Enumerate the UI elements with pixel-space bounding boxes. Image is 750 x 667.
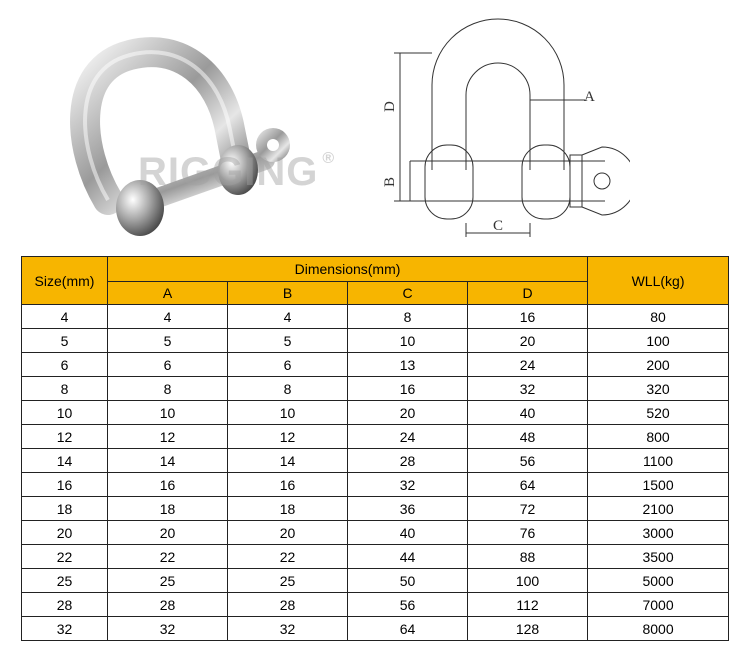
watermark-text: RIGGING — [138, 150, 319, 194]
header-b: B — [228, 282, 348, 305]
dim-a-cell: 8 — [108, 377, 228, 401]
dim-a-cell: 18 — [108, 497, 228, 521]
dim-b-cell: 32 — [228, 617, 348, 641]
size-cell: 6 — [22, 353, 108, 377]
wll-cell: 1100 — [588, 449, 729, 473]
dim-b-cell: 10 — [228, 401, 348, 425]
dim-b-cell: 28 — [228, 593, 348, 617]
size-cell: 12 — [22, 425, 108, 449]
wll-cell: 3000 — [588, 521, 729, 545]
dim-a-cell: 10 — [108, 401, 228, 425]
dim-c-cell: 64 — [348, 617, 468, 641]
wll-cell: 3500 — [588, 545, 729, 569]
size-header: Size(mm) — [22, 257, 108, 305]
dim-d-cell: 16 — [468, 305, 588, 329]
shackle-spec-table — [21, 256, 729, 641]
dim-b-cell: 16 — [228, 473, 348, 497]
dim-c-cell: 32 — [348, 473, 468, 497]
dim-c-cell: 10 — [348, 329, 468, 353]
table-row — [22, 377, 729, 401]
dim-a-cell: 5 — [108, 329, 228, 353]
dim-b-cell: 18 — [228, 497, 348, 521]
dim-c-cell: 8 — [348, 305, 468, 329]
dim-c-cell: 13 — [348, 353, 468, 377]
wll-cell: 520 — [588, 401, 729, 425]
dim-c-cell: 50 — [348, 569, 468, 593]
dim-a-cell: 4 — [108, 305, 228, 329]
dim-b-cell: 25 — [228, 569, 348, 593]
dim-d-cell: 128 — [468, 617, 588, 641]
dimensions-header: Dimensions(mm) — [108, 257, 588, 282]
dim-b-cell: 20 — [228, 521, 348, 545]
label-d: D — [382, 101, 398, 112]
header-a: A — [108, 282, 228, 305]
dim-a-cell: 16 — [108, 473, 228, 497]
dim-a-cell: 22 — [108, 545, 228, 569]
wll-cell: 7000 — [588, 593, 729, 617]
table-row — [22, 425, 729, 449]
table-row — [22, 545, 729, 569]
dim-d-cell: 72 — [468, 497, 588, 521]
dim-b-cell: 14 — [228, 449, 348, 473]
dim-d-cell: 64 — [468, 473, 588, 497]
dim-b-cell: 8 — [228, 377, 348, 401]
wll-cell: 100 — [588, 329, 729, 353]
dim-d-cell: 112 — [468, 593, 588, 617]
wll-header: WLL(kg) — [588, 257, 729, 305]
wll-cell: 800 — [588, 425, 729, 449]
product-illustration-area — [0, 0, 750, 250]
dim-b-cell: 22 — [228, 545, 348, 569]
dim-c-cell: 40 — [348, 521, 468, 545]
table-row — [22, 353, 729, 377]
table-row — [22, 593, 729, 617]
shackle-dimension-diagram — [370, 15, 630, 245]
dim-d-cell: 24 — [468, 353, 588, 377]
wll-cell: 8000 — [588, 617, 729, 641]
dim-d-cell: 48 — [468, 425, 588, 449]
dim-b-cell: 5 — [228, 329, 348, 353]
dim-b-cell: 6 — [228, 353, 348, 377]
dim-c-cell: 36 — [348, 497, 468, 521]
size-cell: 10 — [22, 401, 108, 425]
wll-cell: 320 — [588, 377, 729, 401]
label-a: A — [584, 89, 595, 105]
wll-cell: 2100 — [588, 497, 729, 521]
table-row — [22, 473, 729, 497]
dim-d-cell: 100 — [468, 569, 588, 593]
dim-d-cell: 56 — [468, 449, 588, 473]
size-cell: 8 — [22, 377, 108, 401]
table-row — [22, 569, 729, 593]
dim-a-cell: 32 — [108, 617, 228, 641]
table-row — [22, 617, 729, 641]
size-cell: 28 — [22, 593, 108, 617]
dim-a-cell: 28 — [108, 593, 228, 617]
table-row — [22, 305, 729, 329]
wll-cell: 1500 — [588, 473, 729, 497]
dim-a-cell: 25 — [108, 569, 228, 593]
dim-a-cell: 12 — [108, 425, 228, 449]
dim-b-cell: 4 — [228, 305, 348, 329]
size-cell: 16 — [22, 473, 108, 497]
dim-a-cell: 20 — [108, 521, 228, 545]
table-row — [22, 521, 729, 545]
dim-d-cell: 40 — [468, 401, 588, 425]
table-row — [22, 449, 729, 473]
size-cell: 14 — [22, 449, 108, 473]
size-cell: 32 — [22, 617, 108, 641]
dim-d-cell: 88 — [468, 545, 588, 569]
registered-mark: ® — [322, 150, 336, 167]
header-d: D — [468, 282, 588, 305]
shackle-photo — [60, 30, 320, 240]
dim-c-cell: 24 — [348, 425, 468, 449]
table-row — [22, 329, 729, 353]
dim-c-cell: 28 — [348, 449, 468, 473]
dim-c-cell: 16 — [348, 377, 468, 401]
dim-c-cell: 56 — [348, 593, 468, 617]
dim-c-cell: 44 — [348, 545, 468, 569]
size-cell: 25 — [22, 569, 108, 593]
label-c: C — [493, 218, 504, 234]
wll-cell: 200 — [588, 353, 729, 377]
table-row — [22, 401, 729, 425]
dim-b-cell: 12 — [228, 425, 348, 449]
dim-c-cell: 20 — [348, 401, 468, 425]
dim-a-cell: 6 — [108, 353, 228, 377]
label-b: B — [382, 176, 398, 187]
size-cell: 4 — [22, 305, 108, 329]
table-row — [22, 497, 729, 521]
wll-cell: 80 — [588, 305, 729, 329]
size-cell: 22 — [22, 545, 108, 569]
header-c: C — [348, 282, 468, 305]
dim-a-cell: 14 — [108, 449, 228, 473]
size-cell: 18 — [22, 497, 108, 521]
dim-d-cell: 76 — [468, 521, 588, 545]
wll-cell: 5000 — [588, 569, 729, 593]
size-cell: 20 — [22, 521, 108, 545]
dim-d-cell: 20 — [468, 329, 588, 353]
size-cell: 5 — [22, 329, 108, 353]
dim-d-cell: 32 — [468, 377, 588, 401]
